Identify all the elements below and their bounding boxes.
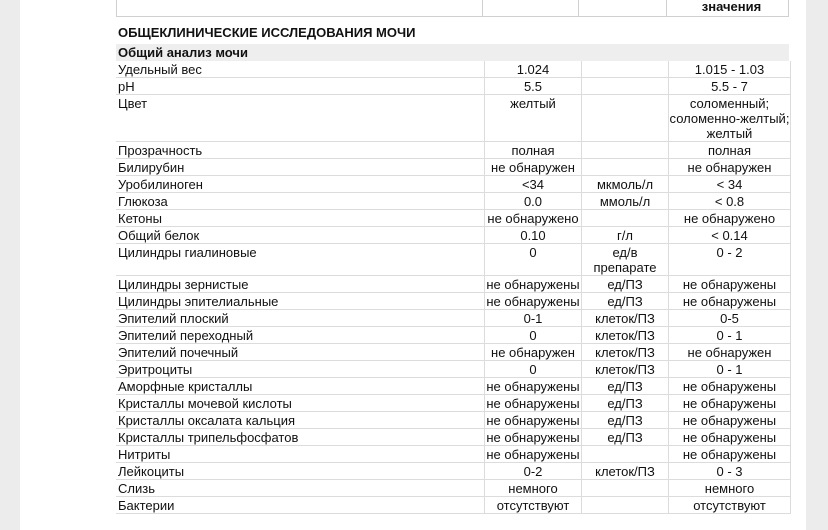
test-reference: 0 - 1: [669, 361, 791, 378]
lab-report: [116, 0, 789, 514]
test-name: Слизь: [116, 480, 485, 497]
test-name: Цилиндры зернистые: [116, 276, 485, 293]
table-row: [116, 480, 791, 497]
document-page: [20, 0, 806, 530]
test-reference: не обнаружено: [669, 210, 791, 227]
test-unit: [582, 142, 669, 159]
table-row: [116, 210, 791, 227]
test-name: Кетоны: [116, 210, 485, 227]
test-result: не обнаружены: [486, 277, 580, 292]
test-result: не обнаружены: [486, 396, 580, 411]
table-row: [116, 78, 791, 95]
test-name: Эпителий почечный: [116, 344, 485, 361]
test-unit: ед/ПЗ: [582, 429, 669, 446]
test-reference: 0-5: [669, 310, 791, 327]
test-unit: клеток/ПЗ: [582, 327, 669, 344]
test-name: Аморфные кристаллы: [116, 378, 485, 395]
test-reference: полная: [669, 142, 791, 159]
table-row: [116, 227, 791, 244]
table-row: [116, 429, 791, 446]
test-name: Эпителий плоский: [116, 310, 485, 327]
test-result: отсутствуют: [485, 497, 582, 514]
test-result: не обнаружены: [486, 379, 580, 394]
test-unit: [582, 159, 669, 176]
test-result: 0.0: [485, 193, 582, 210]
table-row: [116, 395, 791, 412]
table-row: [116, 159, 791, 176]
header-reference-label: значения: [701, 0, 762, 14]
test-result: не обнаружены: [486, 447, 580, 462]
test-reference: немного: [669, 480, 791, 497]
table-row: [116, 310, 791, 327]
test-name: Уробилиноген: [116, 176, 485, 193]
test-result: 5.5: [485, 78, 582, 95]
table-row: [116, 497, 791, 514]
test-result: немного: [485, 480, 582, 497]
test-reference: не обнаружен: [669, 344, 791, 361]
test-result: не обнаружены: [486, 294, 580, 309]
test-unit: [582, 61, 669, 78]
test-name: Кристаллы мочевой кислоты: [116, 395, 485, 412]
test-reference: 5.5 - 7: [669, 78, 791, 95]
table-row: [116, 378, 791, 395]
test-name: Бактерии: [116, 497, 485, 514]
test-reference: не обнаружены: [669, 276, 791, 293]
test-result: 1.024: [485, 61, 582, 78]
test-reference: 0 - 3: [669, 463, 791, 480]
test-result: не обнаружено: [485, 210, 582, 227]
table-row: [116, 95, 791, 142]
test-unit: [582, 446, 669, 463]
table-row: [116, 361, 791, 378]
test-name: Удельный вес: [116, 61, 485, 78]
test-unit: ед/ПЗ: [582, 378, 669, 395]
test-reference: не обнаружены: [669, 446, 791, 463]
test-reference: не обнаружен: [669, 159, 791, 176]
test-unit: [582, 480, 669, 497]
table-row: [116, 327, 791, 344]
test-result: 0-1: [485, 310, 582, 327]
test-reference: соломенный; соломенно-желтый; желтый: [669, 96, 790, 141]
table-row: [116, 176, 791, 193]
table-header-cut: [116, 0, 789, 17]
test-name: Билирубин: [116, 159, 485, 176]
test-unit: ед/в препарате: [582, 244, 669, 276]
test-name: Кристаллы трипельфосфатов: [116, 429, 485, 446]
test-reference: не обнаружены: [669, 293, 791, 310]
section-title: ОБЩЕКЛИНИЧЕСКИЕ ИССЛЕДОВАНИЯ МОЧИ: [118, 25, 416, 40]
group-title: Общий анализ мочи: [116, 44, 789, 61]
test-unit: [582, 497, 669, 514]
test-name: Глюкоза: [116, 193, 485, 210]
test-reference: отсутствуют: [669, 497, 791, 514]
test-result: <34: [485, 176, 582, 193]
test-reference: не обнаружены: [669, 395, 791, 412]
test-result: 0-2: [485, 463, 582, 480]
table-row: [116, 446, 791, 463]
test-reference: < 0.8: [669, 193, 791, 210]
test-result: 0.10: [485, 227, 582, 244]
test-result: не обнаружен: [485, 159, 582, 176]
test-unit: [582, 78, 669, 95]
test-unit: г/л: [582, 227, 669, 244]
test-unit: клеток/ПЗ: [582, 344, 669, 361]
table-row: [116, 412, 791, 429]
table-row: [116, 61, 791, 78]
test-result: не обнаружен: [485, 344, 582, 361]
test-name: pH: [116, 78, 485, 95]
test-unit: [582, 210, 669, 227]
results-table: [116, 61, 791, 514]
test-unit: ммоль/л: [582, 193, 669, 210]
table-row: [116, 142, 791, 159]
table-row: [116, 293, 791, 310]
test-reference: 0 - 1: [669, 327, 791, 344]
test-unit: клеток/ПЗ: [582, 463, 669, 480]
test-reference: не обнаружены: [669, 429, 791, 446]
table-row: [116, 244, 791, 276]
test-unit: ед/ПЗ: [582, 395, 669, 412]
test-name: Лейкоциты: [116, 463, 485, 480]
test-name: Цилиндры эпителиальные: [116, 293, 485, 310]
test-name: Цилиндры гиалиновые: [116, 244, 485, 276]
test-name: Кристаллы оксалата кальция: [116, 412, 485, 429]
test-name: Эритроциты: [116, 361, 485, 378]
test-name: Нитриты: [116, 446, 485, 463]
test-result: желтый: [485, 95, 582, 142]
table-row: [116, 193, 791, 210]
test-unit: ед/ПЗ: [582, 276, 669, 293]
test-reference: не обнаружены: [669, 412, 791, 429]
table-row: [116, 276, 791, 293]
test-unit: ед/ПЗ: [582, 412, 669, 429]
test-result: 0: [485, 361, 582, 378]
test-result: 0: [485, 244, 582, 276]
test-reference: < 0.14: [669, 227, 791, 244]
test-name: Прозрачность: [116, 142, 485, 159]
test-name: Эпителий переходный: [116, 327, 485, 344]
test-result: не обнаружены: [486, 413, 580, 428]
test-reference: 1.015 - 1.03: [669, 61, 791, 78]
test-result: не обнаружены: [486, 430, 580, 445]
test-unit: клеток/ПЗ: [582, 310, 669, 327]
test-unit: ед/ПЗ: [582, 293, 669, 310]
test-unit: [582, 95, 669, 142]
test-reference: не обнаружены: [669, 378, 791, 395]
test-unit: клеток/ПЗ: [582, 361, 669, 378]
test-result: полная: [485, 142, 582, 159]
test-result: 0: [485, 327, 582, 344]
test-unit: мкмоль/л: [582, 176, 669, 193]
test-name: Цвет: [116, 95, 485, 142]
table-row: [116, 344, 791, 361]
test-reference: < 34: [669, 176, 791, 193]
test-reference: 0 - 2: [669, 244, 791, 276]
test-name: Общий белок: [116, 227, 485, 244]
table-row: [116, 463, 791, 480]
